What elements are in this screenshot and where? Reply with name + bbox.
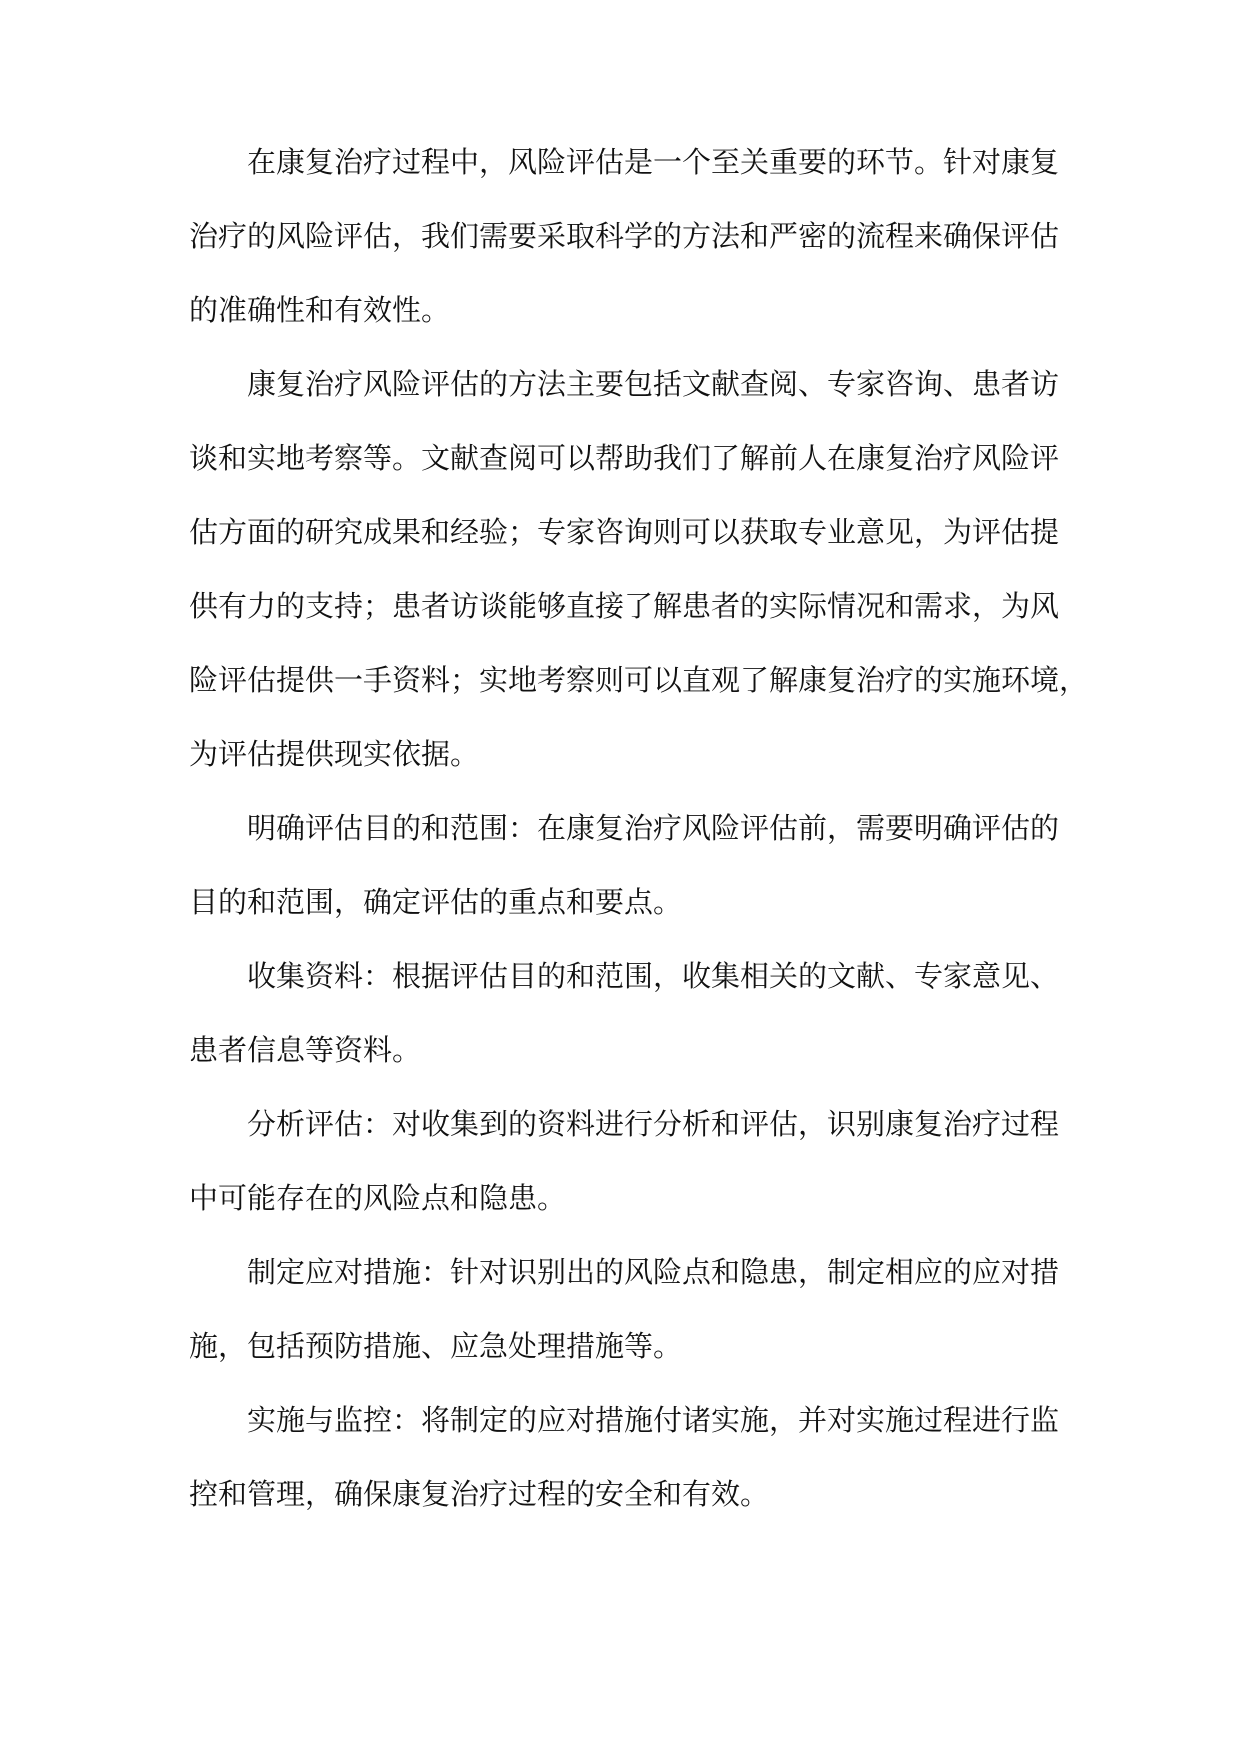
paragraph-line: 供有力的支持；患者访谈能够直接了解患者的实际情况和需求，为风 [189,589,1060,623]
paragraph-intro [189,144,1059,366]
paragraph-line: 制定应对措施：针对识别出的风险点和隐患，制定相应的应对措 [247,1255,1060,1289]
paragraph-step-analyze [189,1106,1059,1254]
paragraph-line: 为评估提供现实依据。 [189,737,480,771]
paragraph-line: 谈和实地考察等。文献查阅可以帮助我们了解前人在康复治疗风险评 [189,441,1060,475]
paragraph-line: 目的和范围，确定评估的重点和要点。 [189,885,683,919]
paragraph-step-measures [189,1254,1059,1402]
paragraph-line: 康复治疗风险评估的方法主要包括文献查阅、专家咨询、患者访 [247,367,1060,401]
paragraph-line: 实施与监控：将制定的应对措施付诸实施，并对实施过程进行监 [247,1403,1060,1437]
paragraph-line: 在康复治疗过程中，风险评估是一个至关重要的环节。针对康复 [247,145,1060,179]
paragraph-line: 估方面的研究成果和经验；专家咨询则可以获取专业意见，为评估提 [189,515,1060,549]
paragraph-line: 的准确性和有效性。 [189,293,451,327]
paragraph-line: 分析评估：对收集到的资料进行分析和评估，识别康复治疗过程 [247,1107,1060,1141]
paragraph-line: 险评估提供一手资料；实地考察则可以直观了解康复治疗的实施环境， [189,663,1089,697]
paragraph-line: 控和管理，确保康复治疗过程的安全和有效。 [189,1477,770,1511]
paragraph-step-purpose [189,810,1059,958]
paragraph-step-monitor [189,1402,1059,1550]
paragraph-line: 治疗的风险评估，我们需要采取科学的方法和严密的流程来确保评估 [189,219,1060,253]
paragraph-line: 收集资料：根据评估目的和范围，收集相关的文献、专家意见、 [247,959,1060,993]
paragraph-line: 明确评估目的和范围：在康复治疗风险评估前，需要明确评估的 [247,811,1060,845]
paragraph-line: 患者信息等资料。 [189,1033,422,1067]
paragraph-methods [189,366,1089,810]
paragraph-line: 施，包括预防措施、应急处理措施等。 [189,1329,683,1363]
document-body [189,144,1089,1550]
paragraph-line: 中可能存在的风险点和隐患。 [189,1181,567,1215]
paragraph-step-collect [189,958,1059,1106]
